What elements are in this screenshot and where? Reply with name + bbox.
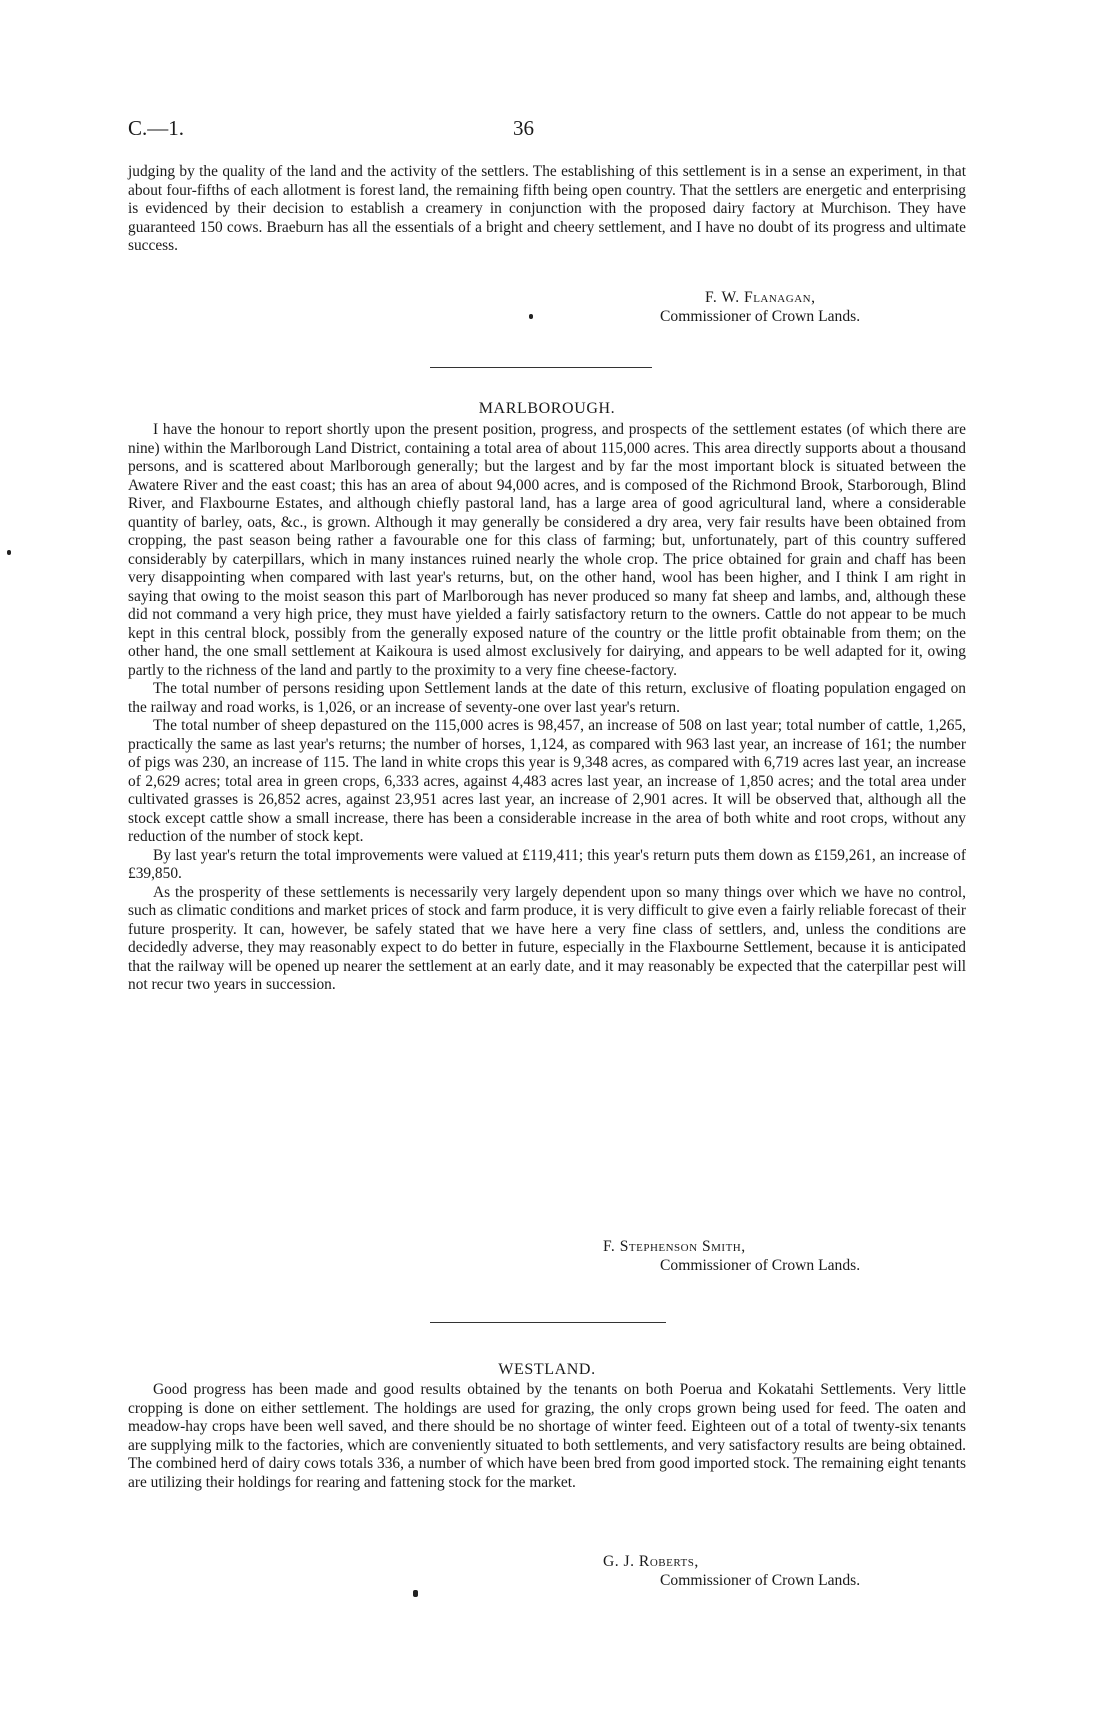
marlborough-section: [128, 421, 966, 995]
westland-section: [128, 1381, 966, 1492]
westland-signature-title: Commissioner of Crown Lands.: [660, 1572, 861, 1589]
marlborough-heading: MARLBOROUGH.: [478, 400, 616, 417]
section-divider: [430, 367, 652, 368]
ink-speck: [529, 314, 533, 319]
marlborough-signature-name: F. Stephenson Smith,: [603, 1238, 746, 1255]
braeburn-section: [128, 163, 966, 256]
page-header: [128, 116, 966, 148]
margin-speck: [7, 550, 11, 555]
marlborough-paragraph: As the prosperity of these settlements is necessarily very largely dependent upon so many things over which we have no control, such as climatic conditions and market prices of stock and farm produce, it is very difficult to give even a fairly reliable forecast of their future prosperity. It can, however, be safely stated that we have here a very fine class of settlers, and, unless the conditions are decidedly adverse, they may reasonably expect to do better in future, especially in the Flaxbourne Settlement, because it is anticipated that the railway will be opened up nearer the settlement at an early date, and it may reasonably be expected that the caterpillar pest will not recur two years in succession.: [128, 883, 966, 993]
document-code: C.—1.: [128, 116, 185, 140]
westland-signature-name: G. J. Roberts,: [603, 1553, 699, 1570]
section-divider: [430, 1322, 666, 1323]
westland-heading: WESTLAND.: [498, 1361, 596, 1378]
braeburn-paragraph: judging by the quality of the land and the activity of the settlers. The establishing of this settlement is in a sense an experiment, in that about four-fifths of each allotment is forest land, the remaining fifth being open country. That the settlers are energetic and enterprising is evidenced by their decision to establish a creamery in conjunction with the proposed dairy factory at Murchison. They have guaranteed 150 cows. Braeburn has all the essentials of a bright and cheery settlement, and I have no doubt of its progress and ultimate success.: [128, 163, 966, 254]
marlborough-paragraph: The total number of persons residing upon Settlement lands at the date of this return, exclusive of floating population engaged on the railway and road works, is 1,026, or an increase of seventy-one over last year's return.: [128, 680, 966, 716]
marlborough-signature-title: Commissioner of Crown Lands.: [660, 1257, 861, 1274]
marlborough-paragraph: By last year's return the total improvements were valued at £119,411; this year's return puts them down as £159,261, an increase of £39,850.: [128, 846, 966, 882]
marlborough-paragraph: I have the honour to report shortly upon the present position, progress, and prospects of the settlement estates (of which there are nine) within the Marlborough Land District, containing a total area of about 115,000 acres. This area directly supports about a thousand persons, and is scattered about Marlborough generally; but the largest and by far the most important block is situated between the Awatere River and the east coast; this has an area of about 94,000 acres, and is composed of the Richmond Brook, Starborough, Blind River, and Flaxbourne Estates, and although chiefly pastoral land, has a large area of good agricultural land, where a considerable quantity of barley, oats, &c., is grown. Although it may generally be considered a dry area, very fair results have been obtained from cropping, the past season being rather a favourable one for this class of farming; but, unfortunately, part of this country suffered considerably by caterpillars, which in many instances ruined nearly the whole crop. The price obtained for grain and chaff has been very disappointing when compared with last year's returns, but, on the other hand, wool has been higher, and I think I am right in saying that owing to the moist season this part of Marlborough has never produced so many fat sheep and lambs, and, although these did not command a very high price, they must have yielded a fairly satisfactory return to the owners. Cattle do not appear to be much kept in this central block, possibly from the generally exposed nature of the country or the little profit obtainable from them; on the other hand, the one small settlement at Kaikoura is used almost exclusively for dairying, and appears to be well adapted for it, owing partly to the richness of the land and partly to the proximity to a very fine cheese-factory.: [128, 421, 966, 679]
ink-speck: [413, 1590, 418, 1597]
marlborough-paragraph: The total number of sheep depastured on the 115,000 acres is 98,457, an increase of 508 on last year; total number of cattle, 1,265, practically the same as last year's returns; the number of horses, 1,124, as compared with 963 last year, an increase of 161; the number of pigs was 230, an increase of 115. The land in white crops this year is 9,348 acres, as compared with 6,719 acres last year, an increase of 2,629 acres; total area in green crops, 6,333 acres, against 4,483 acres last year, an increase of 1,850 acres; and the total area under cultivated grasses is 26,852 acres, against 23,951 acres last year, an increase of 2,901 acres. It will be observed that, although all the stock except cattle show a small increase, there has been a considerable increase in the area of both white and root crops, without any reduction of the number of stock kept.: [128, 717, 966, 845]
braeburn-signature-title: Commissioner of Crown Lands.: [660, 308, 861, 325]
braeburn-signature-name: F. W. Flanagan,: [705, 289, 816, 306]
page-number: 36: [513, 116, 534, 140]
westland-paragraph: Good progress has been made and good results obtained by the tenants on both Poerua and Kokatahi Settlements. Very little cropping is done on either settlement. The holdings are used for grazing, the only crops grown being used for feed. The oaten and meadow-hay crops have been well saved, and there should be no shortage of winter feed. Eighteen out of a total of twenty-six tenants are supplying milk to the factories, which are conveniently situated to both settlements, and very satisfactory results are being obtained. The combined herd of dairy cows totals 336, a number of which have been bred from good imported stock. The remaining eight tenants are utilizing their holdings for rearing and fattening stock for the market.: [128, 1381, 966, 1491]
